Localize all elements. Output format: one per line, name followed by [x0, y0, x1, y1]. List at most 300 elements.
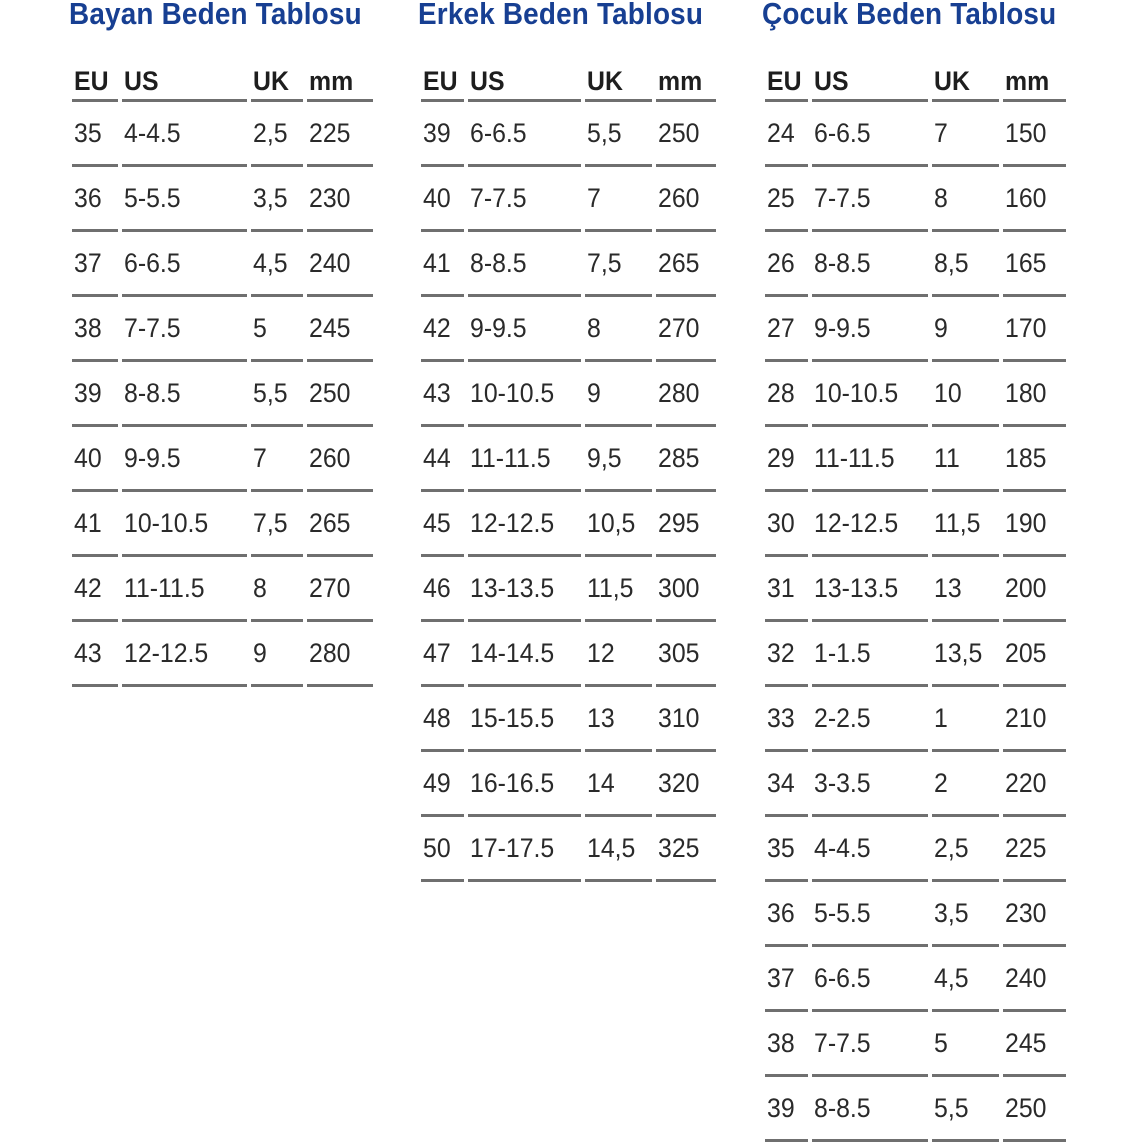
- cell-value: 150: [1005, 118, 1047, 148]
- cell-us: [812, 557, 928, 622]
- table-row: [765, 622, 1066, 687]
- column-header-label: UK: [934, 66, 970, 96]
- cell-value: 250: [658, 118, 700, 148]
- cell-us: [812, 947, 928, 1012]
- cell-value: 11,5: [587, 573, 634, 603]
- cell-value: 185: [1005, 443, 1047, 473]
- cell-value: 8: [253, 573, 267, 603]
- cell-uk: [585, 817, 652, 882]
- cell-mm: [656, 557, 716, 622]
- table-row: [72, 557, 373, 622]
- cell-us: [812, 167, 928, 232]
- cell-us: [812, 232, 928, 297]
- cell-us: [468, 232, 581, 297]
- table-row: [421, 102, 716, 167]
- cell-value: 10: [934, 378, 962, 408]
- cell-mm: [1003, 687, 1066, 752]
- table-row: [421, 427, 716, 492]
- cell-us: [468, 362, 581, 427]
- cell-value: 7-7.5: [814, 183, 871, 213]
- table-row: [421, 752, 716, 817]
- cell-eu: [765, 882, 808, 947]
- cell-mm: [1003, 492, 1066, 557]
- cell-uk: [932, 752, 999, 817]
- cell-value: 230: [309, 183, 351, 213]
- column-header-label: US: [470, 66, 505, 96]
- cell-mm: [656, 817, 716, 882]
- cell-value: 240: [309, 248, 351, 278]
- cell-value: 250: [309, 378, 351, 408]
- cell-value: 37: [767, 963, 795, 993]
- cell-uk: [251, 557, 303, 622]
- cell-value: 10-10.5: [470, 378, 555, 408]
- cell-eu: [72, 167, 118, 232]
- column-header-mm: [656, 66, 716, 102]
- table-row: [421, 687, 716, 752]
- cell-value: 6-6.5: [124, 248, 181, 278]
- cell-value: 5: [253, 313, 267, 343]
- cell-value: 2,5: [253, 118, 288, 148]
- table-row: [765, 947, 1066, 1012]
- cell-eu: [72, 492, 118, 557]
- cell-value: 13: [934, 573, 962, 603]
- cell-uk: [932, 362, 999, 427]
- cell-value: 40: [423, 183, 451, 213]
- cell-value: 43: [74, 638, 102, 668]
- cell-eu: [421, 167, 464, 232]
- cell-value: 295: [658, 508, 700, 538]
- column-header-label: mm: [1005, 66, 1050, 96]
- table-row: [72, 427, 373, 492]
- cell-mm: [1003, 882, 1066, 947]
- cell-value: 305: [658, 638, 700, 668]
- table-row: [765, 687, 1066, 752]
- cell-value: 36: [74, 183, 102, 213]
- cell-mm: [656, 297, 716, 362]
- cell-eu: [421, 102, 464, 167]
- cell-value: 220: [1005, 768, 1047, 798]
- column-header-us: [122, 66, 247, 102]
- cell-value: 245: [309, 313, 351, 343]
- cell-eu: [72, 622, 118, 687]
- table-row: [421, 297, 716, 362]
- column-header-eu: [421, 66, 464, 102]
- cell-value: 4-4.5: [124, 118, 181, 148]
- cell-value: 2: [934, 768, 948, 798]
- table-row: [765, 232, 1066, 297]
- cell-value: 180: [1005, 378, 1047, 408]
- cell-uk: [932, 427, 999, 492]
- cell-mm: [1003, 167, 1066, 232]
- cell-value: 7-7.5: [124, 313, 181, 343]
- cell-value: 270: [658, 313, 700, 343]
- cell-value: 14-14.5: [470, 638, 555, 668]
- cell-us: [812, 1012, 928, 1077]
- cell-eu: [765, 297, 808, 362]
- cell-value: 17-17.5: [470, 833, 555, 863]
- cell-value: 1: [934, 703, 948, 733]
- chart-header-row: [765, 66, 1066, 102]
- table-row: [421, 622, 716, 687]
- cell-mm: [1003, 297, 1066, 362]
- cell-eu: [765, 362, 808, 427]
- cell-mm: [1003, 817, 1066, 882]
- cell-value: 7: [934, 118, 948, 148]
- cell-value: 35: [74, 118, 102, 148]
- cell-mm: [1003, 232, 1066, 297]
- cell-mm: [307, 297, 373, 362]
- cell-us: [122, 362, 247, 427]
- cell-value: 1-1.5: [814, 638, 871, 668]
- cell-value: 10-10.5: [124, 508, 209, 538]
- table-row: [765, 882, 1066, 947]
- cell-value: 9-9.5: [124, 443, 181, 473]
- cell-uk: [932, 557, 999, 622]
- cell-value: 31: [767, 573, 795, 603]
- chart-header-row: [72, 66, 373, 102]
- cell-value: 7: [587, 183, 601, 213]
- cell-uk: [251, 102, 303, 167]
- column-header-label: EU: [767, 66, 802, 96]
- cell-value: 28: [767, 378, 795, 408]
- table-row: [72, 167, 373, 232]
- cell-value: 5,5: [934, 1093, 969, 1123]
- cell-value: 39: [767, 1093, 795, 1123]
- chart-title: Erkek Beden Tablosu: [418, 0, 704, 31]
- cell-us: [468, 167, 581, 232]
- cell-us: [468, 752, 581, 817]
- cell-value: 310: [658, 703, 700, 733]
- column-header-label: EU: [74, 66, 109, 96]
- cell-uk: [932, 492, 999, 557]
- cell-value: 9: [253, 638, 267, 668]
- cell-uk: [932, 297, 999, 362]
- cell-value: 12-12.5: [124, 638, 209, 668]
- cell-mm: [307, 492, 373, 557]
- table-row: [421, 557, 716, 622]
- cell-eu: [765, 492, 808, 557]
- cell-value: 38: [74, 313, 102, 343]
- cell-uk: [251, 622, 303, 687]
- cell-us: [468, 687, 581, 752]
- cell-uk: [932, 102, 999, 167]
- cell-value: 6-6.5: [814, 963, 871, 993]
- cell-value: 6-6.5: [814, 118, 871, 148]
- cell-value: 7: [253, 443, 267, 473]
- cell-eu: [421, 362, 464, 427]
- column-header-uk: [932, 66, 999, 102]
- cell-value: 270: [309, 573, 351, 603]
- cell-us: [122, 557, 247, 622]
- cell-mm: [1003, 752, 1066, 817]
- table-row: [72, 102, 373, 167]
- cell-value: 2-2.5: [814, 703, 871, 733]
- cell-value: 165: [1005, 248, 1047, 278]
- cell-value: 260: [309, 443, 351, 473]
- cell-eu: [72, 102, 118, 167]
- cell-value: 190: [1005, 508, 1047, 538]
- cell-uk: [251, 492, 303, 557]
- cell-value: 5,5: [587, 118, 622, 148]
- cell-value: 12-12.5: [814, 508, 899, 538]
- cell-us: [468, 492, 581, 557]
- cell-eu: [765, 752, 808, 817]
- cell-value: 200: [1005, 573, 1047, 603]
- cell-us: [812, 882, 928, 947]
- cell-value: 24: [767, 118, 795, 148]
- cell-value: 225: [1005, 833, 1047, 863]
- cell-value: 9-9.5: [814, 313, 871, 343]
- cell-value: 240: [1005, 963, 1047, 993]
- table-row: [72, 622, 373, 687]
- table-row: [421, 362, 716, 427]
- cell-us: [812, 362, 928, 427]
- cell-value: 15-15.5: [470, 703, 555, 733]
- table-row: [765, 752, 1066, 817]
- cell-eu: [421, 492, 464, 557]
- cell-mm: [656, 687, 716, 752]
- column-header-label: UK: [253, 66, 289, 96]
- cell-mm: [1003, 427, 1066, 492]
- cell-us: [122, 492, 247, 557]
- cell-eu: [765, 102, 808, 167]
- row-underline: [585, 879, 652, 882]
- table-row: [421, 817, 716, 882]
- cell-eu: [765, 622, 808, 687]
- column-header-mm: [1003, 66, 1066, 102]
- cell-value: 5,5: [253, 378, 288, 408]
- cell-eu: [765, 687, 808, 752]
- cell-uk: [585, 232, 652, 297]
- cell-value: 10-10.5: [814, 378, 899, 408]
- cell-value: 10,5: [587, 508, 636, 538]
- cell-value: 320: [658, 768, 700, 798]
- cell-mm: [1003, 1077, 1066, 1142]
- cell-value: 45: [423, 508, 451, 538]
- cell-eu: [421, 622, 464, 687]
- cell-value: 14,5: [587, 833, 636, 863]
- cell-value: 39: [74, 378, 102, 408]
- cell-value: 42: [423, 313, 451, 343]
- cell-value: 250: [1005, 1093, 1047, 1123]
- cell-us: [812, 427, 928, 492]
- cell-us: [812, 1077, 928, 1142]
- cell-mm: [307, 232, 373, 297]
- column-header-label: UK: [587, 66, 623, 96]
- table-row: [765, 427, 1066, 492]
- chart-header-row: [421, 66, 716, 102]
- cell-value: 9-9.5: [470, 313, 527, 343]
- cell-eu: [72, 427, 118, 492]
- cell-uk: [932, 817, 999, 882]
- cell-mm: [656, 232, 716, 297]
- cell-mm: [656, 492, 716, 557]
- cell-value: 7,5: [587, 248, 622, 278]
- cell-mm: [307, 557, 373, 622]
- cell-eu: [421, 687, 464, 752]
- cell-value: 300: [658, 573, 700, 603]
- table-row: [765, 492, 1066, 557]
- cell-value: 8-8.5: [814, 248, 871, 278]
- cell-value: 4,5: [253, 248, 288, 278]
- cell-mm: [307, 362, 373, 427]
- column-header-label: EU: [423, 66, 458, 96]
- cell-us: [122, 232, 247, 297]
- cell-value: 265: [309, 508, 351, 538]
- cell-value: 8-8.5: [124, 378, 181, 408]
- cell-value: 8-8.5: [814, 1093, 871, 1123]
- cell-uk: [585, 427, 652, 492]
- cell-value: 47: [423, 638, 451, 668]
- cell-value: 13-13.5: [814, 573, 899, 603]
- cell-eu: [765, 947, 808, 1012]
- cell-value: 325: [658, 833, 700, 863]
- cell-value: 280: [658, 378, 700, 408]
- cell-value: 11-11.5: [124, 573, 205, 603]
- cell-value: 44: [423, 443, 451, 473]
- cell-value: 5: [934, 1028, 948, 1058]
- cell-eu: [765, 817, 808, 882]
- cell-eu: [421, 427, 464, 492]
- cell-value: 30: [767, 508, 795, 538]
- cell-us: [468, 297, 581, 362]
- chart-title: Çocuk Beden Tablosu: [762, 0, 1057, 31]
- cell-us: [468, 102, 581, 167]
- cell-value: 260: [658, 183, 700, 213]
- column-header-us: [468, 66, 581, 102]
- column-header-uk: [251, 66, 303, 102]
- cell-us: [812, 297, 928, 362]
- table-row: [421, 492, 716, 557]
- table-row: [421, 232, 716, 297]
- cell-uk: [251, 232, 303, 297]
- cell-value: 41: [423, 248, 451, 278]
- cell-value: 4,5: [934, 963, 969, 993]
- cell-value: 8: [934, 183, 948, 213]
- cell-value: 2,5: [934, 833, 969, 863]
- cell-uk: [585, 492, 652, 557]
- row-underline: [72, 684, 118, 687]
- cell-uk: [585, 362, 652, 427]
- table-row: [72, 232, 373, 297]
- cell-value: 49: [423, 768, 451, 798]
- cell-us: [468, 427, 581, 492]
- cell-eu: [72, 232, 118, 297]
- cell-us: [122, 427, 247, 492]
- cell-mm: [307, 102, 373, 167]
- cell-value: 11-11.5: [470, 443, 551, 473]
- cell-us: [812, 102, 928, 167]
- cell-value: 43: [423, 378, 451, 408]
- cell-value: 37: [74, 248, 102, 278]
- cell-uk: [585, 297, 652, 362]
- cell-us: [122, 622, 247, 687]
- cell-value: 14: [587, 768, 615, 798]
- cell-value: 34: [767, 768, 795, 798]
- column-header-label: US: [124, 66, 159, 96]
- cell-uk: [585, 752, 652, 817]
- cell-value: 16-16.5: [470, 768, 555, 798]
- cell-eu: [765, 167, 808, 232]
- cell-eu: [421, 817, 464, 882]
- cell-mm: [1003, 622, 1066, 687]
- row-underline: [656, 879, 716, 882]
- cell-value: 13-13.5: [470, 573, 555, 603]
- cell-uk: [251, 167, 303, 232]
- row-underline: [251, 684, 303, 687]
- cell-mm: [656, 752, 716, 817]
- cell-eu: [765, 427, 808, 492]
- cell-us: [122, 297, 247, 362]
- cell-value: 6-6.5: [470, 118, 527, 148]
- cell-uk: [585, 687, 652, 752]
- cell-eu: [72, 297, 118, 362]
- column-header-label: mm: [309, 66, 354, 96]
- cell-uk: [932, 622, 999, 687]
- cell-value: 41: [74, 508, 102, 538]
- row-underline: [122, 684, 247, 687]
- cell-uk: [932, 687, 999, 752]
- cell-value: 230: [1005, 898, 1047, 928]
- cell-value: 8,5: [934, 248, 969, 278]
- cell-mm: [1003, 362, 1066, 427]
- cell-uk: [585, 102, 652, 167]
- table-row: [765, 362, 1066, 427]
- cell-us: [812, 492, 928, 557]
- cell-mm: [1003, 102, 1066, 167]
- table-row: [765, 1012, 1066, 1077]
- cell-uk: [932, 232, 999, 297]
- cell-us: [468, 557, 581, 622]
- cell-uk: [932, 1012, 999, 1077]
- cell-us: [468, 817, 581, 882]
- cell-eu: [421, 752, 464, 817]
- cell-value: 280: [309, 638, 351, 668]
- table-row: [72, 362, 373, 427]
- cell-value: 32: [767, 638, 795, 668]
- cell-value: 210: [1005, 703, 1047, 733]
- cell-value: 225: [309, 118, 351, 148]
- chart-title: Bayan Beden Tablosu: [69, 0, 362, 31]
- cell-value: 12-12.5: [470, 508, 555, 538]
- cell-value: 33: [767, 703, 795, 733]
- cell-value: 46: [423, 573, 451, 603]
- cell-value: 245: [1005, 1028, 1047, 1058]
- cell-value: 11: [934, 443, 960, 473]
- cell-eu: [421, 557, 464, 622]
- cell-value: 35: [767, 833, 795, 863]
- cell-uk: [932, 882, 999, 947]
- cell-value: 8-8.5: [470, 248, 527, 278]
- row-underline: [307, 684, 373, 687]
- cell-uk: [251, 427, 303, 492]
- cell-mm: [656, 622, 716, 687]
- cell-us: [812, 817, 928, 882]
- cell-eu: [72, 557, 118, 622]
- cell-us: [812, 687, 928, 752]
- table-row: [765, 297, 1066, 362]
- cell-us: [122, 167, 247, 232]
- cell-mm: [1003, 947, 1066, 1012]
- cell-mm: [656, 167, 716, 232]
- cell-eu: [765, 1012, 808, 1077]
- cell-value: 26: [767, 248, 795, 278]
- cell-value: 48: [423, 703, 451, 733]
- cell-value: 9,5: [587, 443, 622, 473]
- cell-us: [468, 622, 581, 687]
- cell-uk: [932, 1077, 999, 1142]
- row-underline: [468, 879, 581, 882]
